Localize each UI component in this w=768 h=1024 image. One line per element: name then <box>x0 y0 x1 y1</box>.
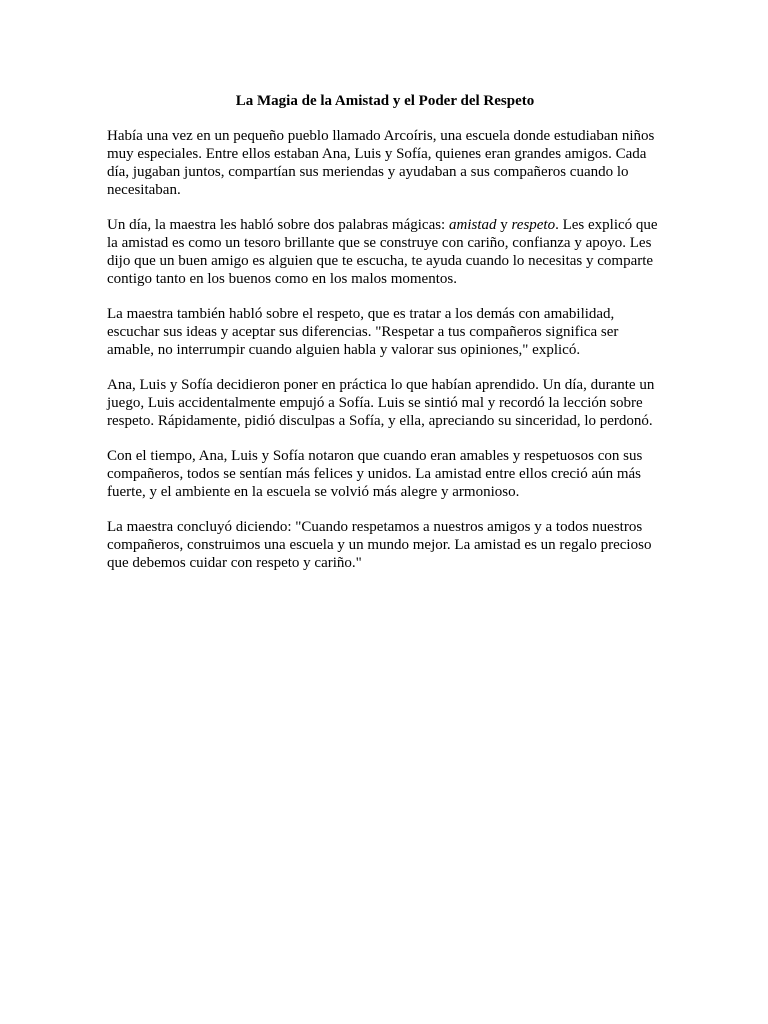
term-amistad: amistad <box>448 217 497 233</box>
document-title: La Magia de la Amistad y el Poder del Respeto <box>235 93 535 109</box>
paragraph-5: Con el tiempo, Ana, Luis y Sofía notaron que cuando eran amables y respetuosos con sus compañeros, todos se sentían más felices y unidos. La amistad entre ellos creció aún más fuerte, y el ambiente en la escuela se volvió más alegre y armonioso. <box>107 448 643 500</box>
paragraph-6: La maestra concluyó diciendo: "Cuando respetamos a nuestros amigos y a todos nuestros compañeros, construimos una escuela y un mundo mejor. La amistad es un regalo precioso que debemos cuidar con respeto y cariño." <box>107 519 652 571</box>
paragraph-2-rest: . Les explicó que la amistad es como un tesoro brillante que se construye con cariño, confianza y apoyo. Les dijo que un buen amigo es alguien que te escucha, te ayuda cuando lo necesitas y comparte contigo tanto en los buenos como en los malos momentos. <box>107 217 658 287</box>
paragraph-2-intro: Un día, la maestra les habló sobre dos palabras mágicas: <box>107 217 449 233</box>
document-page <box>107 91 663 589</box>
paragraph-2-join: y <box>496 217 512 233</box>
term-respeto: respeto <box>511 217 556 233</box>
paragraph-2 <box>107 216 663 288</box>
paragraph-4: Ana, Luis y Sofía decidieron poner en práctica lo que habían aprendido. Un día, durante un juego, Luis accidentalmente empujó a Sofía. Luis se sintió mal y recordó la lección sobre respeto. Rápidamente, pidió disculpas a Sofía, y ella, apreciando su sinceridad, lo perdonó. <box>107 377 655 429</box>
paragraph-1: Había una vez en un pequeño pueblo llamado Arcoíris, una escuela donde estudiaban niños muy especiales. Entre ellos estaban Ana, Luis y Sofía, quienes eran grandes amigos. Cada día, jugaban juntos, compartían sus meriendas y ayudaban a sus compañeros cuando lo necesitaban. <box>107 128 655 198</box>
paragraph-3: La maestra también habló sobre el respeto, que es tratar a los demás con amabilidad, escuchar sus ideas y aceptar sus diferencias. "Respetar a tus compañeros significa ser amable, no interrumpir cuando alguien habla y valorar sus opiniones," explicó. <box>107 306 619 358</box>
